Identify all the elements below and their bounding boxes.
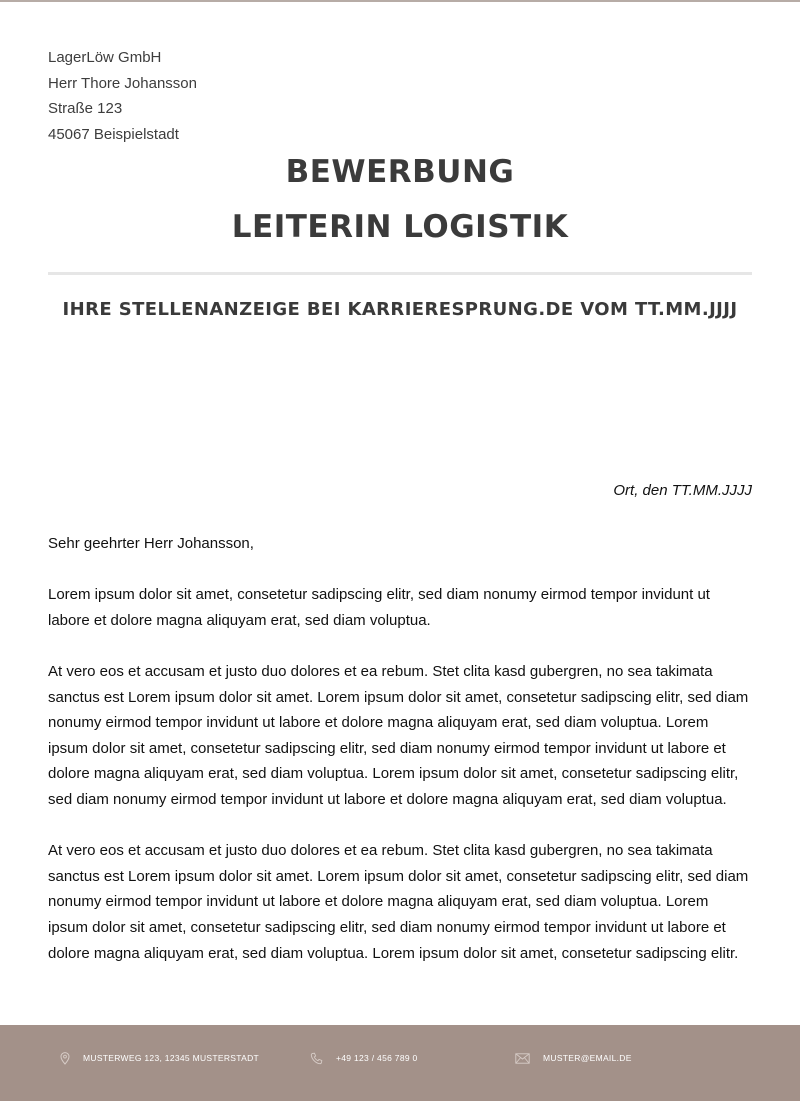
place-date: Ort, den TT.MM.JJJJ bbox=[613, 482, 752, 499]
top-accent-line bbox=[0, 0, 800, 2]
recipient-company: LagerLöw GmbH bbox=[48, 49, 162, 66]
location-pin-icon bbox=[60, 1052, 70, 1065]
footer-email bbox=[515, 1047, 632, 1069]
subject-line: IHRE STELLENANZEIGE BEI KARRIERESPRUNG.DE VOM TT.MM.JJJJ bbox=[62, 299, 738, 320]
footer-address-text: MUSTERWEG 123, 12345 MUSTERSTADT bbox=[83, 1053, 260, 1063]
footer-address bbox=[60, 1047, 259, 1069]
position-title: LEITERIN LOGISTIK bbox=[231, 209, 569, 245]
recipient-city: 45067 Beispielstadt bbox=[48, 125, 179, 143]
phone-icon bbox=[310, 1052, 323, 1065]
letter-body bbox=[48, 531, 752, 992]
recipient-street: Straße 123 bbox=[48, 100, 123, 117]
recipient-address bbox=[48, 45, 197, 147]
paragraph: Lorem ipsum dolor sit amet, consetetur sadipscing elitr, sed diam nonumy eirmod tempor invidunt ut labore et dolore magna aliquyam erat, sed diam voluptua. bbox=[48, 586, 710, 629]
footer-phone bbox=[310, 1047, 418, 1069]
document-title: BEWERBUNG bbox=[285, 154, 515, 190]
footer-phone-text: +49 123 / 456 789 0 bbox=[336, 1053, 418, 1063]
envelope-icon bbox=[515, 1053, 530, 1064]
salutation: Sehr geehrter Herr Johansson, bbox=[48, 535, 254, 552]
paragraph: At vero eos et accusam et justo duo dolores et ea rebum. Stet clita kasd gubergren, no sea takimata sanctus est Lorem ipsum dolor sit amet. Lorem ipsum dolor sit amet, consetetur sadipscing elitr, sed diam nonumy eirmod tempor invidunt ut labore et dolore magna aliquyam erat, sed diam voluptua. Lorem ipsum dolor sit amet, consetetur sadipscing elitr, sed diam nonumy eirmod tempor invidunt ut labore et dolore magna aliquyam erat, sed diam voluptua. Lorem ipsum dolor sit amet, consetetur sadipscing elitr. bbox=[48, 842, 749, 962]
paragraph: At vero eos et accusam et justo duo dolores et ea rebum. Stet clita kasd gubergren, no sea takimata sanctus est Lorem ipsum dolor sit amet. Lorem ipsum dolor sit amet, consetetur sadipscing elitr, sed diam nonumy eirmod tempor invidunt ut labore et dolore magna aliquyam erat, sed diam voluptua. Lorem ipsum dolor sit amet, consetetur sadipscing elitr, sed diam nonumy eirmod tempor invidunt ut labore et dolore magna aliquyam erat, sed diam voluptua. Lorem ipsum dolor sit amet, consetetur sadipscing elitr, sed diam nonumy eirmod tempor invidunt ut labore et dolore magna aliquyam erat, sed diam voluptua. bbox=[48, 662, 749, 808]
footer-email-text: MUSTER@EMAIL.DE bbox=[543, 1053, 632, 1063]
title-divider bbox=[48, 272, 752, 275]
contact-footer bbox=[0, 1025, 800, 1101]
recipient-name: Herr Thore Johansson bbox=[48, 74, 197, 92]
